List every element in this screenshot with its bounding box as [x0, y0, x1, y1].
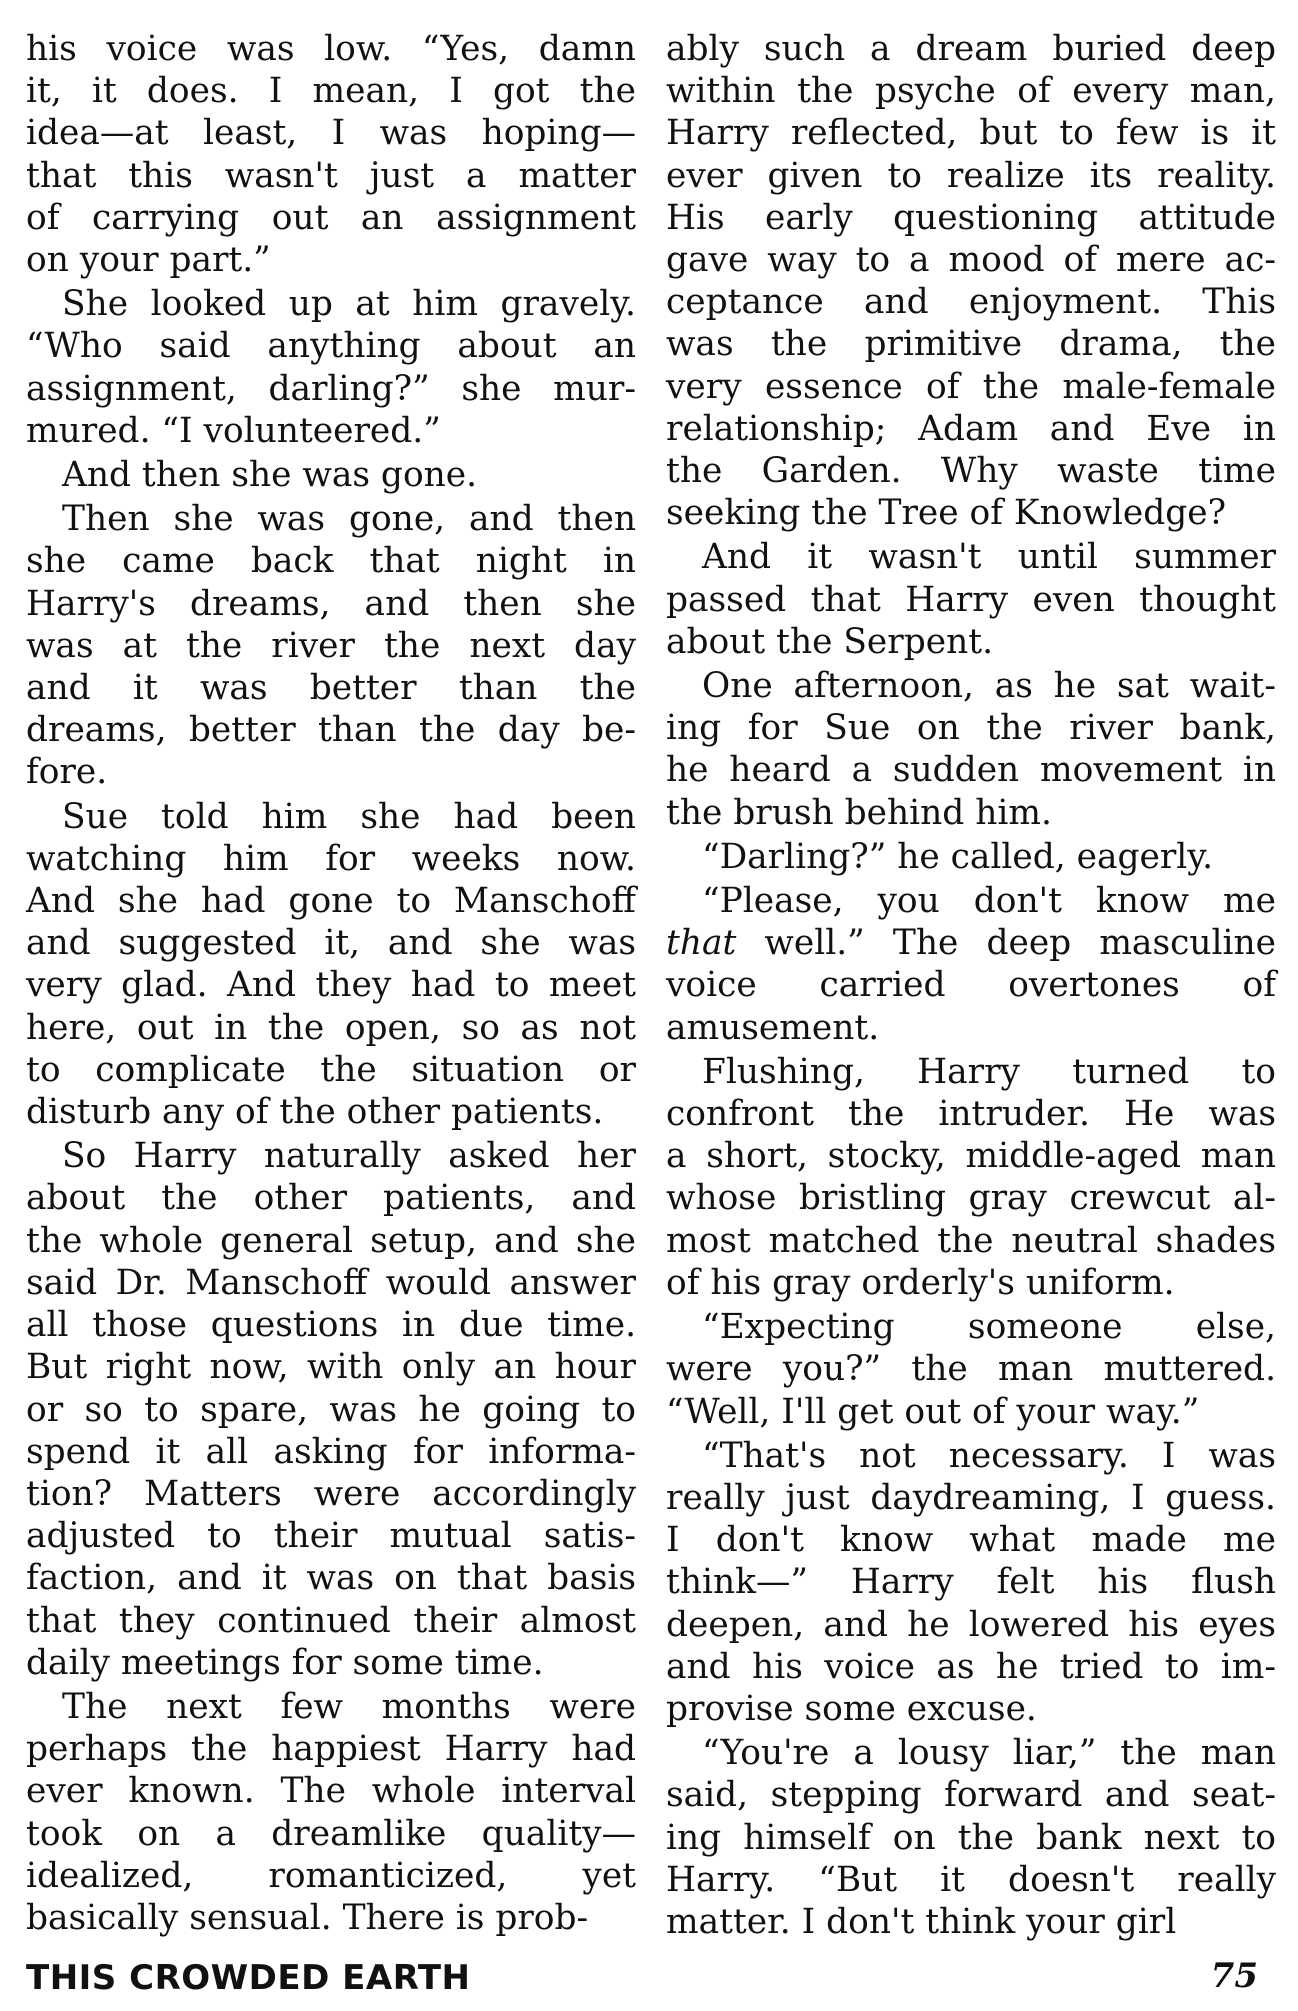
text-line: And it wasn't until summer: [702, 537, 1276, 578]
text-line: “That's not necessary. I was: [702, 1435, 1276, 1476]
text-line: the Garden. Why waste time: [666, 451, 1276, 492]
paragraph: [666, 665, 1276, 834]
text-line: really just daydreaming, I guess.: [666, 1477, 1276, 1518]
paragraph: [26, 28, 636, 281]
text-line: said Dr. Manschoff would answer: [26, 1262, 636, 1303]
text-line: were you?” the man muttered.: [666, 1349, 1276, 1390]
paragraph: [26, 498, 636, 793]
text-line: “Please, you don't know me: [702, 881, 1276, 922]
text-line: idealized, romanticized, yet: [26, 1855, 636, 1896]
right-text-column: [666, 28, 1276, 1943]
text-line: she came back that night in: [26, 541, 636, 582]
text-line: and it was better than the: [26, 668, 636, 709]
text-line: matter. I don't think your girl: [666, 1901, 1177, 1942]
text-line: The next few months were: [62, 1686, 636, 1727]
text-line: to complicate the situation or: [26, 1049, 636, 1090]
text-line: ever given to realize its reality.: [666, 155, 1276, 196]
text-line: Flushing, Harry turned to: [702, 1051, 1276, 1092]
text-line: His early questioning attitude: [666, 197, 1276, 238]
text-line: within the psyche of every man,: [666, 71, 1276, 112]
text-line: provise some excuse.: [666, 1688, 1037, 1729]
text-line: was the primitive drama, the: [666, 324, 1276, 365]
paragraph: [666, 880, 1276, 1049]
paragraph: [666, 1732, 1276, 1943]
text-line: of carrying out an assignment: [26, 197, 636, 238]
text-line: voice carried overtones of: [666, 965, 1276, 1006]
text-line: But right now, with only an hour: [26, 1347, 636, 1388]
text-line: Sue told him she had been: [62, 796, 636, 837]
paragraph: [26, 1686, 636, 1939]
running-title: THIS CROWDED EARTH: [26, 1958, 471, 1998]
text-line: Harry's dreams, and then she: [26, 583, 636, 624]
text-line: it, it does. I mean, I got the: [26, 71, 636, 112]
text-line: a short, stocky, middle-aged man: [666, 1136, 1276, 1177]
paragraph: [26, 796, 636, 1134]
text-line: or so to spare, was he going to: [26, 1389, 636, 1430]
text-line: most matched the neutral shades: [666, 1220, 1276, 1261]
text-line: mured. “I volunteered.”: [26, 410, 441, 451]
text-line: relationship; Adam and Eve in: [666, 408, 1276, 449]
paragraph: [26, 454, 636, 496]
text-line: whose bristling gray crewcut al-: [666, 1178, 1276, 1219]
text-line: daily meetings for some time.: [26, 1642, 544, 1683]
text-line: “Expecting someone else,: [702, 1307, 1276, 1348]
text-line: One afternoon, as he sat wait-: [702, 666, 1276, 707]
text-line: seeking the Tree of Knowledge?: [666, 493, 1227, 534]
text-line: was at the river the next day: [26, 625, 636, 666]
text-line: disturb any of the other patients.: [26, 1092, 604, 1133]
text-line: that they continued their almost: [26, 1600, 636, 1641]
text-line: dreams, better than the day be-: [26, 710, 636, 751]
text-line: passed that Harry even thought: [666, 579, 1276, 620]
text-line: idea—at least, I was hoping—: [26, 113, 636, 154]
text-line: “Darling?” he called, eagerly.: [702, 836, 1214, 877]
text-line: the whole general setup, and she: [26, 1220, 636, 1261]
paragraph: [26, 283, 636, 452]
text-line: took on a dreamlike quality—: [26, 1813, 636, 1854]
text-line: I don't know what made me: [666, 1520, 1276, 1561]
text-line: And she had gone to Manschoff: [26, 881, 636, 922]
left-text-column: [26, 28, 636, 1939]
paragraph: [666, 836, 1276, 878]
paragraph: [666, 1435, 1276, 1730]
text-line: his voice was low. “Yes, damn: [26, 29, 636, 69]
text-line: and his voice as he tried to im-: [666, 1646, 1276, 1687]
paragraph: [26, 1135, 636, 1684]
paragraph: [666, 1051, 1276, 1304]
text-line: amusement.: [666, 1007, 880, 1048]
text-line: confront the intruder. He was: [666, 1094, 1276, 1135]
text-line: very essence of the male-female: [666, 366, 1276, 407]
text-line: that this wasn't just a matter: [26, 155, 636, 196]
text-line: deepen, and he lowered his eyes: [666, 1604, 1276, 1645]
text-line: ably such a dream buried deep: [666, 29, 1276, 69]
text-line: about the Serpent.: [666, 621, 993, 662]
text-line: ing himself on the bank next to: [666, 1817, 1276, 1858]
text-line: assignment, darling?” she mur-: [26, 368, 636, 409]
text-line: on your part.”: [26, 240, 271, 281]
text-line: “Who said anything about an: [26, 326, 636, 367]
text-line: And then she was gone.: [62, 455, 478, 496]
text-line: spend it all asking for informa-: [26, 1431, 636, 1472]
text-line: fore.: [26, 752, 108, 793]
text-line: She looked up at him gravely.: [62, 284, 636, 325]
paragraph: [666, 536, 1276, 663]
text-line: ing for Sue on the river bank,: [666, 708, 1276, 749]
text-line: ever known. The whole interval: [26, 1771, 636, 1812]
text-line: “You're a lousy liar,” the man: [702, 1733, 1276, 1774]
text-line: adjusted to their mutual satis-: [26, 1516, 636, 1557]
text-line: very glad. And they had to meet: [26, 965, 636, 1006]
text-line: basically sensual. There is prob-: [26, 1897, 589, 1938]
text-line: watching him for weeks now.: [26, 838, 636, 879]
text-line: all those questions in due time.: [26, 1305, 636, 1346]
text-line: “Well, I'll get out of your way.”: [666, 1391, 1200, 1432]
text-line: about the other patients, and: [26, 1178, 636, 1219]
text-line: of his gray orderly's uniform.: [666, 1262, 1175, 1303]
text-line: So Harry naturally asked her: [62, 1136, 636, 1177]
text-line: faction, and it was on that basis: [26, 1558, 636, 1599]
text-line: he heard a sudden movement in: [666, 750, 1276, 791]
text-line: think—” Harry felt his flush: [666, 1562, 1276, 1603]
page-number: 75: [1210, 1956, 1258, 1996]
paragraph: [666, 1306, 1276, 1433]
text-line: and suggested it, and she was: [26, 923, 636, 964]
text-line: ceptance and enjoyment. This: [666, 282, 1276, 323]
text-line: Harry. “But it doesn't really: [666, 1859, 1276, 1900]
text-line: Harry reflected, but to few is it: [666, 113, 1276, 154]
text-line: here, out in the open, so as not: [26, 1007, 636, 1048]
text-line: tion? Matters were accordingly: [26, 1473, 636, 1514]
text-line: perhaps the happiest Harry had: [26, 1729, 636, 1770]
text-line: Then she was gone, and then: [62, 499, 636, 540]
text-line: said, stepping forward and seat-: [666, 1775, 1276, 1816]
text-line: that well.” The deep masculine: [666, 923, 1276, 964]
paragraph: [666, 28, 1276, 534]
text-line: gave way to a mood of mere ac-: [666, 240, 1276, 281]
text-line: the brush behind him.: [666, 792, 1052, 833]
